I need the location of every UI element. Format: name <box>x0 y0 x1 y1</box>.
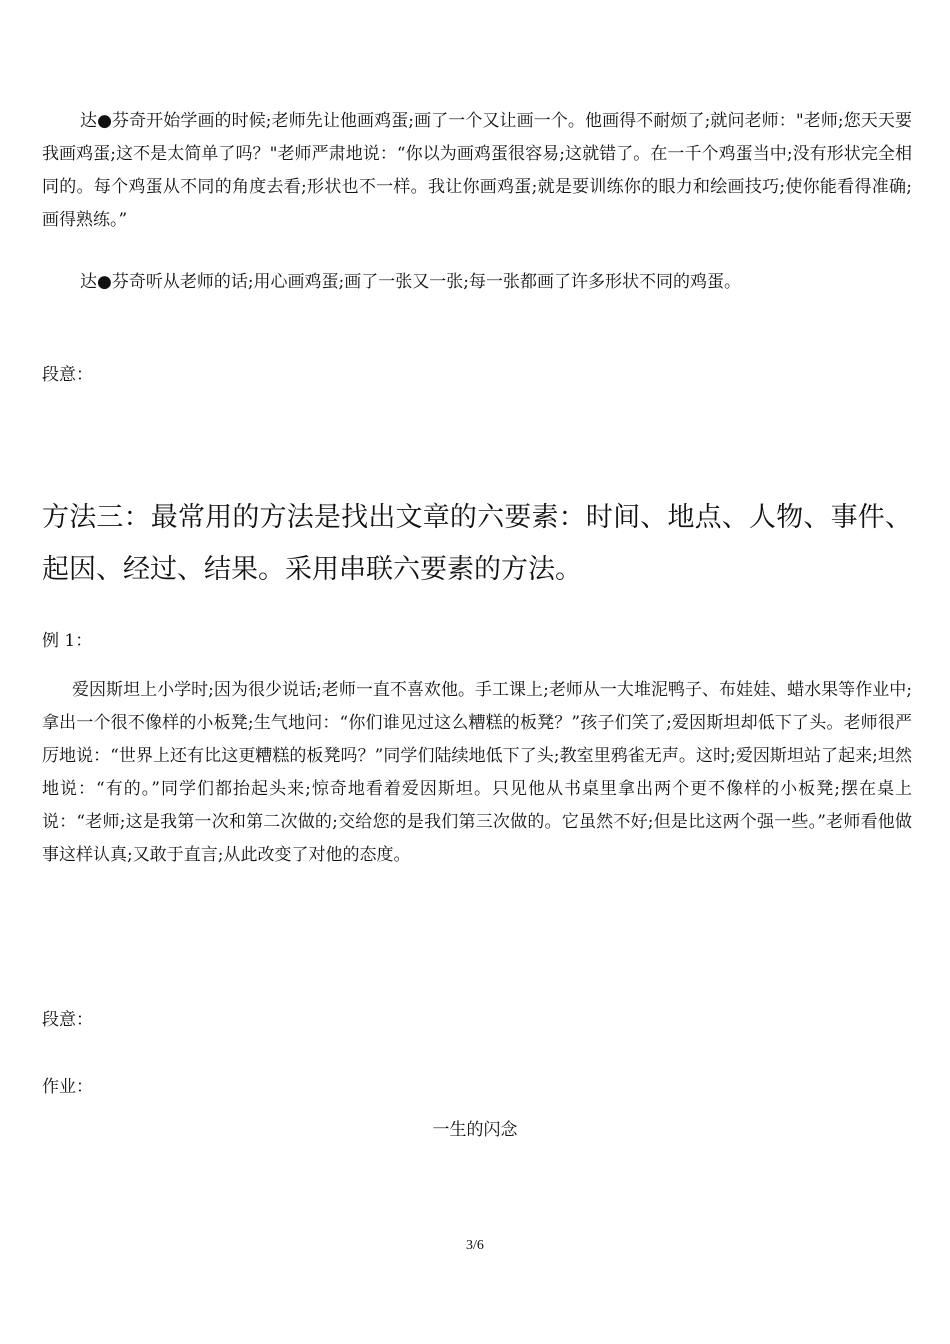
homework-label: 作业： <box>42 1077 93 1097</box>
paragraph-einstein: 爱因斯坦上小学时;因为很少说话;老师一直不喜欢他。手工课上;老师从一大堆泥鸭子、布娃娃、蜡水果等作业中;拿出一个很不像样的小板凳;生气地问：“你们谁见过这么糟糕的板凳？”孩子们笑了;爱因斯坦却低下了头。老师很严厉地说：“世界上还有比这更糟糕的板凳吗？”同学们陆续地低下了头;教室里鸦雀无声。这时;爱因斯坦站了起来;坦然地说：“有的。”同学们都抬起头来;惊奇地看着爱因斯坦。只见他从书桌里拿出两个更不像样的小板凳;摆在桌上说：“老师;这是我第一次和第二次做的;交给您的是我们第三次做的。它虽然不好;但是比这两个强一些。”老师看他做事这样认真;又敢于直言;从此改变了对他的态度。 <box>42 680 912 865</box>
paragraph-davinci-1: 达●芬奇开始学画的时候;老师先让他画鸡蛋;画了一个又让画一个。他画得不耐烦了;就问老师："老师;您天天要我画鸡蛋;这不是太简单了吗？"老师严肃地说：“你以为画鸡蛋很容易;这就错了。在一千个鸡蛋当中;没有形状完全相同的。每个鸡蛋从不同的角度去看;形状也不一样。我让你画鸡蛋;就是要训练你的眼力和绘画技巧;使你能看得准确;画得熟练。” <box>42 111 912 230</box>
paragraph-davinci-2: 达●芬奇听从老师的话;用心画鸡蛋;画了一张又一张;每一张都画了许多形状不同的鸡蛋。 <box>80 272 742 292</box>
paragraph-summary-label: 段意： <box>42 365 93 385</box>
homework-story-title: 一生的闪念 <box>432 1120 518 1140</box>
page-number: 3/6 <box>466 1238 484 1253</box>
method-three-heading: 方法三：最常用的方法是找出文章的六要素：时间、地点、人物、事件、起因、经过、结果。采用串联六要素的方法。 <box>42 502 912 585</box>
paragraph-summary-label-2: 段意： <box>42 1010 93 1030</box>
example-label: 例 1： <box>42 631 93 651</box>
